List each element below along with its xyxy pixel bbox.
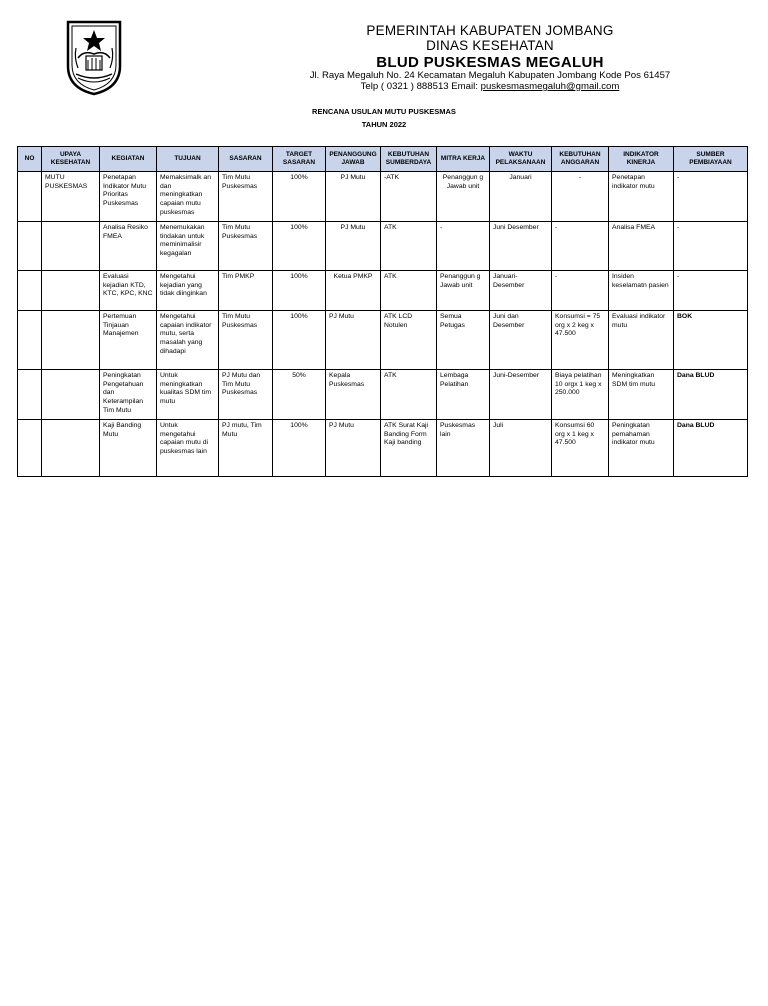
cell-sasaran: Tim Mutu Puskesmas <box>219 311 273 370</box>
cell-no <box>18 172 42 222</box>
cell-tujuan: Mengetahui kejadian yang tidak diinginkan <box>157 271 219 311</box>
header-institution: BLUD PUSKESMAS MEGALUH <box>376 54 604 71</box>
cell-penanggung: Ketua PMKP <box>326 271 381 311</box>
cell-pembiayaan: Dana BLUD <box>674 420 748 477</box>
cell-mitra: Lembaga Pelatihan <box>437 370 490 420</box>
cell-indikator: Evaluasi indikator mutu <box>609 311 674 370</box>
cell-pembiayaan: - <box>674 271 748 311</box>
col-header-kegiatan: KEGIATAN <box>100 147 157 172</box>
cell-waktu: Januari- Desember <box>490 271 552 311</box>
cell-kegiatan: Peningkatan Pengetahuan dan Keterampilan Tim Mutu <box>100 370 157 420</box>
cell-waktu: Juli <box>490 420 552 477</box>
cell-tujuan: Menemukakan tindakan untuk meminimalisir kegagalan <box>157 222 219 271</box>
cell-no <box>18 311 42 370</box>
header-contact <box>290 81 690 92</box>
cell-tujuan: Mengetahui capaian indikator mutu, serta masalah yang dihadapi <box>157 311 219 370</box>
cell-no <box>18 271 42 311</box>
cell-sasaran: Tim PMKP <box>219 271 273 311</box>
table-row <box>18 271 748 311</box>
cell-anggaran: Konsumsi 60 org x 1 keg x 47.500 <box>552 420 609 477</box>
cell-target: 100% <box>273 271 326 311</box>
cell-tujuan: Untuk meningkatkan kualitas SDM tim mutu <box>157 370 219 420</box>
table-row <box>18 370 748 420</box>
col-header-anggaran: KEBUTUHAN ANGGARAN <box>552 147 609 172</box>
cell-upaya <box>42 311 100 370</box>
cell-indikator: Peningkatan pemahaman indikator mutu <box>609 420 674 477</box>
col-header-mitra: MITRA KERJA <box>437 147 490 172</box>
cell-sumberdaya: ATK LCD Notulen <box>381 311 437 370</box>
cell-kegiatan: Evaluasi kejadian KTD, KTC, KPC, KNC <box>100 271 157 311</box>
cell-no <box>18 420 42 477</box>
cell-indikator: Insiden keselamatn pasien <box>609 271 674 311</box>
cell-sasaran: Tim Mutu Puskesmas <box>219 172 273 222</box>
cell-no <box>18 222 42 271</box>
cell-pembiayaan: - <box>674 172 748 222</box>
cell-target: 100% <box>273 222 326 271</box>
cell-upaya <box>42 222 100 271</box>
cell-sumberdaya: ATK <box>381 222 437 271</box>
cell-sumberdaya: ATK Surat Kaji Banding Form Kaji banding <box>381 420 437 477</box>
cell-sumberdaya: -ATK <box>381 172 437 222</box>
cell-waktu: Juni dan Desember <box>490 311 552 370</box>
cell-anggaran: - <box>552 172 609 222</box>
header-government: PEMERINTAH KABUPATEN JOMBANG <box>366 23 614 38</box>
cell-sasaran: Tim Mutu Puskesmas <box>219 222 273 271</box>
cell-anggaran: Biaya pelatihan 10 orgx 1 keg x 250.000 <box>552 370 609 420</box>
cell-tujuan: Memaksimalk an dan meningkatkan capaian mutu puskesmas <box>157 172 219 222</box>
col-header-sasaran: SASARAN <box>219 147 273 172</box>
cell-target: 100% <box>273 172 326 222</box>
col-header-tujuan: TUJUAN <box>157 147 219 172</box>
cell-upaya: MUTU PUSKESMAS <box>42 172 100 222</box>
table-row <box>18 420 748 477</box>
col-header-sumberdaya: KEBUTUHAN SUMBERDAYA <box>381 147 437 172</box>
cell-indikator: Meningkatkan SDM tim mutu <box>609 370 674 420</box>
cell-penanggung: PJ Mutu <box>326 420 381 477</box>
header-department: DINAS KESEHATAN <box>426 38 554 53</box>
col-header-no: NO <box>18 147 42 172</box>
document-title: RENCANA USULAN MUTU PUSKESMAS <box>312 107 456 116</box>
cell-penanggung: Kepala Puskesmas <box>326 370 381 420</box>
cell-no <box>18 370 42 420</box>
cell-kegiatan: Penetapan Indikator Mutu Prioritas Puskesmas <box>100 172 157 222</box>
header-email-link[interactable]: puskesmasmegaluh@gmail.com <box>480 81 620 92</box>
quality-plan-table <box>17 146 748 477</box>
table-row <box>18 172 748 222</box>
cell-mitra: Puskesmas lain <box>437 420 490 477</box>
header-phone: Telp ( 0321 ) 888513 Email: <box>360 81 481 92</box>
cell-anggaran: - <box>552 271 609 311</box>
cell-pembiayaan: Dana BLUD <box>674 370 748 420</box>
cell-sasaran: PJ Mutu dan Tim Mutu Puskesmas <box>219 370 273 420</box>
cell-waktu: Januari <box>490 172 552 222</box>
col-header-indikator: INDIKATOR KINERJA <box>609 147 674 172</box>
cell-target: 100% <box>273 311 326 370</box>
cell-tujuan: Untuk mengetahui capaian mutu di puskesmas lain <box>157 420 219 477</box>
document-year: TAHUN 2022 <box>361 120 407 129</box>
cell-kegiatan: Analisa Resiko FMEA <box>100 222 157 271</box>
cell-penanggung: PJ Mutu <box>326 222 381 271</box>
cell-indikator: Analisa FMEA <box>609 222 674 271</box>
col-header-waktu: WAKTU PELAKSANAAN <box>490 147 552 172</box>
cell-upaya <box>42 271 100 311</box>
jombang-emblem-logo <box>64 18 124 96</box>
cell-sasaran: PJ mutu, Tim Mutu <box>219 420 273 477</box>
header-address: Jl. Raya Megaluh No. 24 Kecamatan Megaluh Kabupaten Jombang Kode Pos 61457 <box>309 70 671 81</box>
cell-pembiayaan: - <box>674 222 748 271</box>
cell-mitra: Semua Petugas <box>437 311 490 370</box>
cell-target: 100% <box>273 420 326 477</box>
cell-kegiatan: Pertemuan Tinjauan Manajemen <box>100 311 157 370</box>
col-header-pembiayaan: SUMBER PEMBIAYAAN <box>674 147 748 172</box>
cell-mitra: - <box>437 222 490 271</box>
cell-pembiayaan: BOK <box>674 311 748 370</box>
table-row <box>18 222 748 271</box>
cell-target: 50% <box>273 370 326 420</box>
cell-indikator: Penetapan indikator mutu <box>609 172 674 222</box>
col-header-upaya: UPAYA KESEHATAN <box>42 147 100 172</box>
table-row <box>18 311 748 370</box>
cell-mitra: Penanggun g Jawab unit <box>437 271 490 311</box>
cell-waktu: Juni-Desember <box>490 370 552 420</box>
col-header-target: TARGET SASARAN <box>273 147 326 172</box>
cell-kegiatan: Kaji Banding Mutu <box>100 420 157 477</box>
cell-upaya <box>42 420 100 477</box>
cell-sumberdaya: ATK <box>381 271 437 311</box>
table-header-row <box>18 147 748 172</box>
cell-penanggung: PJ Mutu <box>326 311 381 370</box>
cell-anggaran: Konsumsi = 75 org x 2 keg x 47.500 <box>552 311 609 370</box>
cell-penanggung: PJ Mutu <box>326 172 381 222</box>
cell-upaya <box>42 370 100 420</box>
cell-sumberdaya: ATK <box>381 370 437 420</box>
col-header-penanggung: PENANGGUNG JAWAB <box>326 147 381 172</box>
cell-waktu: Juni Desember <box>490 222 552 271</box>
cell-mitra: Penanggun g Jawab unit <box>437 172 490 222</box>
cell-anggaran: - <box>552 222 609 271</box>
